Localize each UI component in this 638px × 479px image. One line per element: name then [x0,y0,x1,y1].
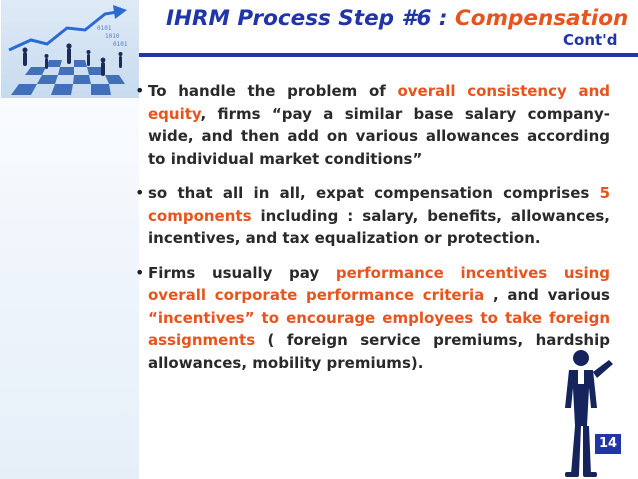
title-main: IHRM Process Step #6 : [166,6,456,31]
bullet-dot-icon: • [135,183,145,202]
bullet-segment: , and various [484,286,610,304]
bullet-segment: Firms usually pay [148,263,336,282]
continued-label: Cont'd [563,31,618,49]
page-number-badge: 14 [595,434,621,454]
business-chess-board-image [1,0,139,98]
bullet-highlight: performance incentives using overall corporate performance criteria [148,263,610,304]
title-divider [139,53,638,57]
bullet-dot-icon: • [135,81,145,100]
bullet-text [148,262,610,375]
page-title [166,6,628,31]
bullet-text [148,80,610,170]
bullet-list [135,80,610,386]
bullet-highlight: “incentives” to encourage employees to take foreign assignments [148,308,610,349]
svg-text:0101: 0101 [113,41,128,48]
bullet-segment: ( foreign service premiums, hardship allowances, mobility premiums). [148,331,610,372]
bullet-segment: including : salary, benefits, allowances, incentives, and tax equalization or protection. [148,206,610,247]
bullet-item [135,182,610,250]
bullet-highlight: 5 components [148,184,610,225]
bullet-segment: , firms “pay a similar base salary company-wide, and then add on various allowances according to individual market conditions” [148,104,610,168]
bullet-segment: To handle the problem of [148,82,398,100]
bullet-item [135,80,610,170]
svg-text:1010: 1010 [105,33,120,40]
bullet-highlight: overall consistency and equity [148,82,610,123]
svg-text:0101: 0101 [97,25,112,32]
businessman-figure-icon [551,348,623,479]
bullet-dot-icon: • [135,262,145,282]
bullet-item [135,262,610,375]
bullet-segment: so that all in all, expat compensation comprises [148,184,600,202]
title-accent: Compensation [455,6,629,31]
bullet-text [148,182,610,250]
